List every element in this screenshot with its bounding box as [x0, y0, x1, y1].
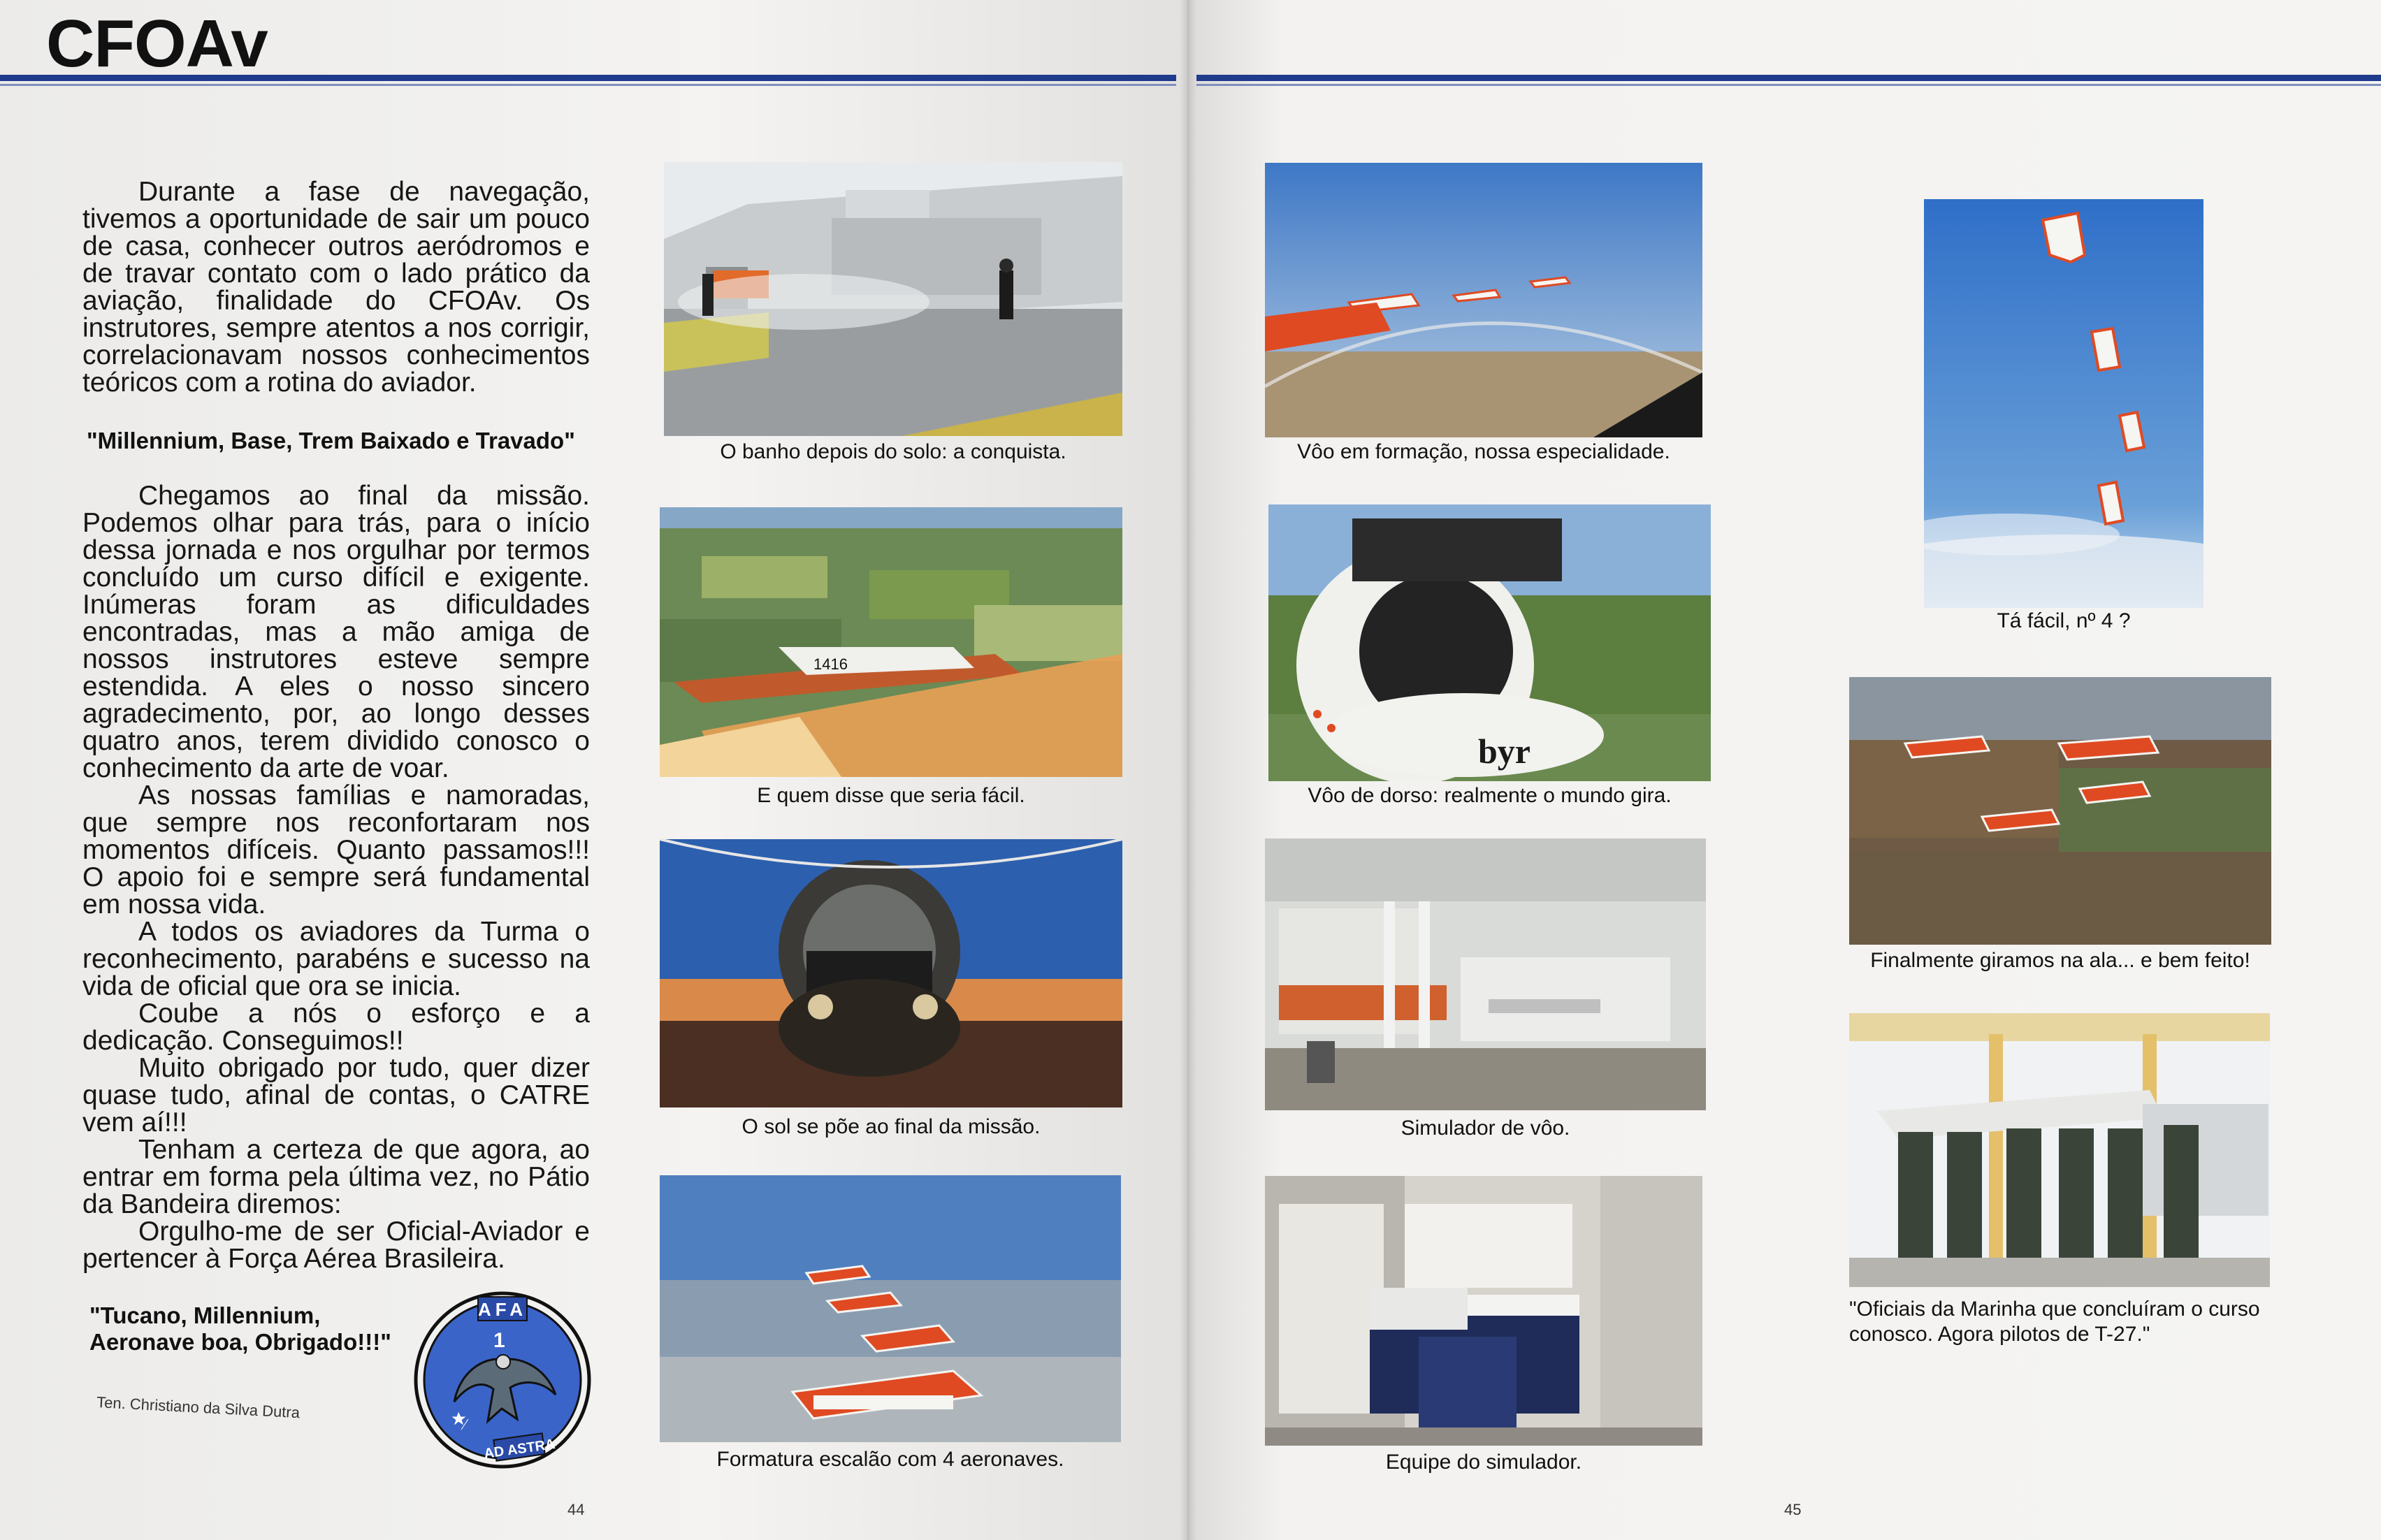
photo-caption-5: Vôo em formação, nossa especialidade.	[1297, 440, 1670, 463]
photo-caption-11: "Oficiais da Marinha que concluíram o curso conosco. Agora pilotos de T-27."	[1849, 1298, 2260, 1346]
photo-caption-8: Equipe do simulador.	[1385, 1451, 1582, 1474]
photo-inverted-flight	[1268, 504, 1711, 781]
paragraph-6: Muito obrigado por tudo, quer dizer quase tudo, afinal de contas, o CATRE vem aí!!!	[82, 1053, 590, 1138]
photo-caption-9: Tá fácil, nº 4 ?	[1997, 609, 2131, 632]
header-rule-thin-right	[1196, 84, 2381, 86]
subheading: "Millennium, Base, Trem Baixado e Travado"	[87, 428, 575, 453]
paragraph-3: As nossas famílias e namoradas, que sempre nos reconfortaram nos momentos difíceis. Quanto passamos!!! O apoio foi e sempre será fundamental em nossa vida.	[82, 780, 590, 920]
photo-flight-simulator	[1265, 838, 1706, 1110]
photo-vertical-formation	[1924, 199, 2203, 608]
photo-wing-formation	[1849, 677, 2271, 945]
afa-emblem	[412, 1290, 593, 1470]
paragraph-1: Durante a fase de navegação, tivemos a oportunidade de sair um pouco de casa, conhecer outros aeródromos e de travar contato com o lado prático da aviação, finalidade do CFOAv. Os instrutores, sempre atentos a nos corrigir, correlacionavam nossos conhecimentos teóricos com a rotina do aviador.	[82, 177, 590, 398]
emblem-number: 1	[493, 1329, 505, 1352]
paragraph-8: Orgulho-me de ser Oficial-Aviador e pertencer à Força Aérea Brasileira.	[82, 1216, 590, 1274]
photo-caption-1: O banho depois do solo: a conquista.	[720, 440, 1066, 463]
helmet-text: byr	[1478, 732, 1530, 771]
author-signature: Ten. Christiano da Silva Dutra	[96, 1393, 301, 1422]
closing-quote: "Tucano, Millennium, Aeronave boa, Obrigado!!!"	[89, 1302, 391, 1355]
section-title: CFOAv	[46, 6, 268, 81]
paragraph-5: Coube a nós o esforço e a dedicação. Conseguimos!!	[82, 998, 590, 1056]
paragraph-7: Tenham a certeza de que agora, ao entrar em forma pela última vez, no Pátio da Bandeira diremos:	[82, 1135, 590, 1219]
photo-caption-10: Finalmente giramos na ala... e bem feito!	[1870, 949, 2250, 972]
emblem-bottom-text: AD ASTRA	[483, 1436, 556, 1462]
photo-echelon-formation	[660, 1175, 1121, 1442]
photo-caption-2: E quem disse que seria fácil.	[757, 784, 1025, 807]
photo-navy-officers	[1849, 1013, 2270, 1287]
header-rule-right	[1196, 75, 2381, 81]
photo-pilot-cockpit	[660, 839, 1122, 1107]
photo-simulator-team	[1265, 1176, 1702, 1446]
page-number-right: 45	[1784, 1501, 1802, 1518]
page-number-left: 44	[567, 1501, 585, 1518]
paragraph-4: A todos os aviadores da Turma o reconhecimento, parabéns e sucesso na vida de oficial que ora se inicia.	[82, 917, 590, 1001]
photo-caption-7: Simulador de vôo.	[1401, 1117, 1570, 1140]
header-rule-thin-left	[0, 84, 1176, 86]
book-gutter	[1180, 0, 1196, 1540]
aircraft-tail-number: 1416	[813, 655, 848, 673]
intro-text-block	[82, 178, 590, 396]
photo-caption-3: O sol se põe ao final da missão.	[741, 1115, 1041, 1138]
photo-aircraft-over-fields	[660, 507, 1122, 777]
paragraph-2: Chegamos ao final da missão. Podemos olhar para trás, para o início dessa jornada e nos orgulhar por termos concluído um curso difícil e exigente. Inúmeras foram as dificuldades encontradas, mas a mão amiga de nossos instrutores esteve sempre estendida. A eles o nosso sincero agradecimento, por, ao longo desses quatro anos, terem dividido conosco o conhecimento da arte de voar.	[82, 481, 590, 783]
photo-wash-after-solo	[664, 162, 1122, 436]
photo-caption-4: Formatura escalão com 4 aeronaves.	[716, 1448, 1064, 1471]
main-text-block	[82, 482, 590, 1272]
photo-caption-6: Vôo de dorso: realmente o mundo gira.	[1308, 784, 1672, 807]
photo-formation-flight	[1265, 163, 1702, 437]
emblem-top-text: AFA	[478, 1299, 527, 1320]
